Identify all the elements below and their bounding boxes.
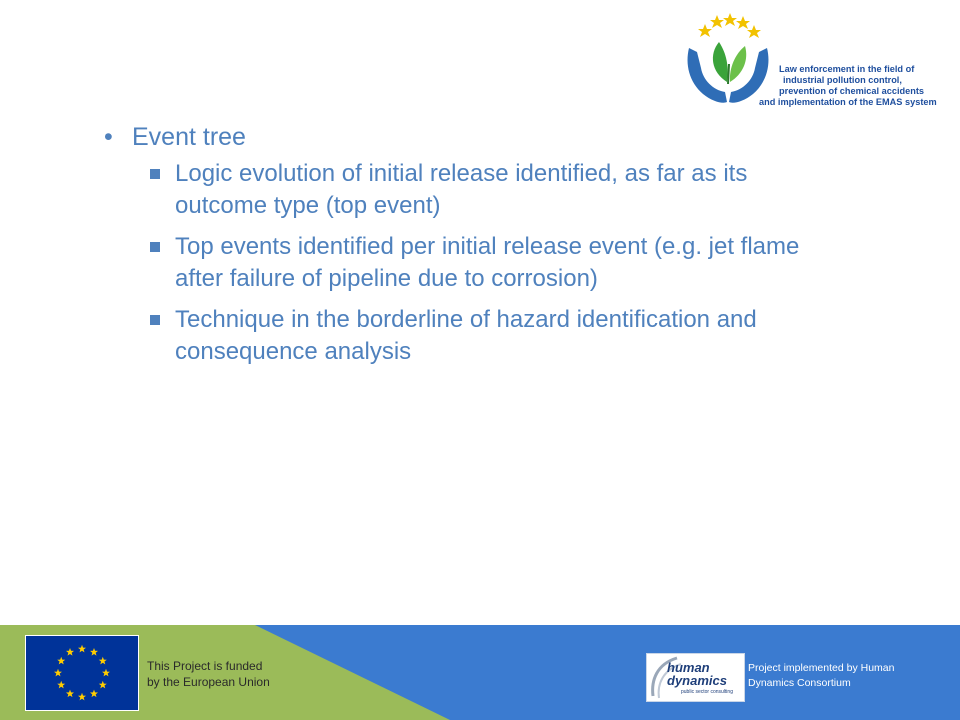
- main-bullet: [100, 120, 820, 154]
- implemented-line-2: Dynamics Consortium: [748, 677, 851, 689]
- eu-stars-icon: [26, 636, 138, 710]
- eu-star-icon: [66, 648, 74, 656]
- eu-star-icon: [57, 681, 65, 689]
- footer-band: [0, 625, 960, 720]
- human-dynamics-logo: [646, 653, 745, 702]
- round-bullet-icon: •: [104, 123, 113, 151]
- logo-tagline: [759, 64, 949, 108]
- eu-star-icon: [99, 657, 107, 665]
- square-bullet-icon: [150, 242, 160, 252]
- funding-line-2: by the European Union: [147, 675, 270, 689]
- funding-line-1: This Project is funded: [147, 659, 263, 673]
- sub-bullet-text: Top events identified per initial release event (e.g. jet flame after failure of pipeline due to corrosion): [175, 233, 800, 292]
- project-logo: [683, 12, 948, 110]
- sub-bullet: [100, 231, 820, 295]
- hands-leaves-logo-icon: [683, 12, 773, 110]
- logo-line-3: prevention of chemical accidents: [779, 86, 925, 96]
- eu-star-icon: [99, 681, 107, 689]
- logo-line-1: Law enforcement in the field of: [779, 64, 915, 74]
- partner-logo-line-1: human: [667, 660, 710, 675]
- implementation-notice: [748, 661, 938, 691]
- partner-logo-line-2: dynamics: [667, 673, 727, 688]
- logo-line-4: and implementation of the EMAS system: [759, 97, 937, 107]
- eu-star-icon: [66, 690, 74, 698]
- sub-bullet: [100, 304, 820, 368]
- eu-star-icon: [57, 657, 65, 665]
- funding-notice: [147, 658, 270, 690]
- logo-line-2: industrial pollution control,: [783, 75, 902, 85]
- implemented-line-1: Project implemented by Human: [748, 662, 895, 674]
- sub-bullet-text: Logic evolution of initial release identified, as far as its outcome type (top event): [175, 160, 748, 219]
- square-bullet-icon: [150, 169, 160, 179]
- eu-star-icon: [90, 648, 98, 656]
- eu-star-icon: [90, 690, 98, 698]
- slide-body: [100, 120, 820, 377]
- sub-bullet: [100, 158, 820, 222]
- eu-star-icon: [102, 669, 110, 677]
- partner-logo-tagline: public sector consulting: [681, 689, 733, 695]
- eu-star-icon: [54, 669, 62, 677]
- square-bullet-icon: [150, 315, 160, 325]
- eu-flag-icon: [25, 635, 139, 711]
- sub-bullet-text: Technique in the borderline of hazard identification and consequence analysis: [175, 306, 757, 365]
- main-bullet-text: Event tree: [132, 123, 246, 151]
- eu-star-icon: [78, 645, 86, 653]
- eu-star-icon: [78, 693, 86, 701]
